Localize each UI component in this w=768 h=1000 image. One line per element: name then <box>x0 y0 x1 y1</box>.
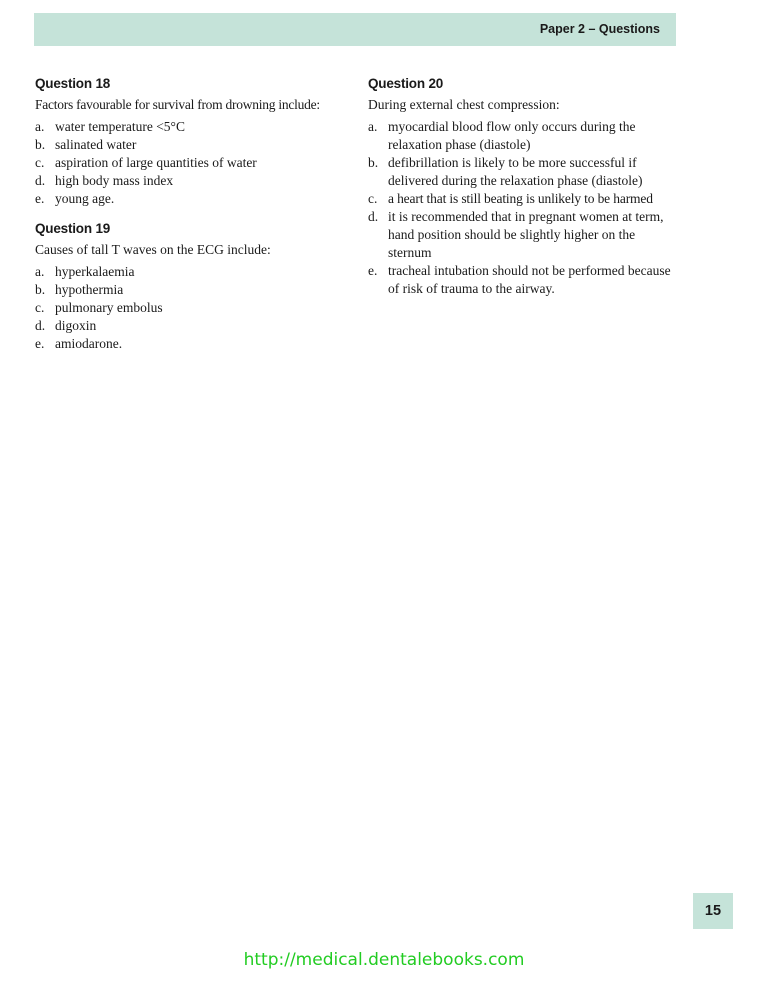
option-text: pulmonary embolus <box>55 300 163 315</box>
option-item <box>35 335 347 353</box>
option-letter: b. <box>35 137 46 152</box>
option-item <box>35 317 347 335</box>
option-letter: b. <box>35 282 46 297</box>
option-text: amiodarone. <box>55 336 123 351</box>
footer-url[interactable]: http://medical.dentalebooks.com <box>243 950 525 970</box>
option-item <box>368 262 680 298</box>
option-text: aspiration of large quantities of water <box>55 155 257 170</box>
option-text: hypothermia <box>55 282 124 297</box>
option-item <box>368 118 680 154</box>
left-column <box>35 76 347 366</box>
option-item <box>35 281 347 299</box>
option-letter: d. <box>35 318 46 333</box>
option-letter: a. <box>35 119 45 134</box>
option-item <box>35 154 347 172</box>
option-item <box>35 136 347 154</box>
option-item <box>35 118 347 136</box>
option-letter: e. <box>35 336 45 351</box>
option-letter: b. <box>368 155 379 170</box>
question-heading: Question 19 <box>35 221 111 236</box>
option-item <box>35 172 347 190</box>
option-letter: a. <box>35 264 45 279</box>
option-text: tracheal intubation should not be performed because of risk of trauma to the airway. <box>388 263 671 296</box>
option-text: defibrillation is likely to be more successful if delivered during the relaxation phase (diastole) <box>388 155 643 188</box>
question-18 <box>35 76 347 208</box>
option-letter: e. <box>368 263 378 278</box>
option-text: salinated water <box>55 137 137 152</box>
option-letter: c. <box>368 191 378 206</box>
option-letter: c. <box>35 155 45 170</box>
option-item <box>368 208 680 262</box>
running-header: Paper 2 – Questions <box>539 22 660 36</box>
question-heading: Question 18 <box>35 76 111 91</box>
option-text: digoxin <box>55 318 97 333</box>
right-column <box>368 76 680 311</box>
option-text: myocardial blood flow only occurs during the relaxation phase (diastole) <box>388 119 636 152</box>
option-item <box>35 190 347 208</box>
option-list <box>35 118 347 208</box>
option-text: young age. <box>55 191 115 206</box>
question-heading: Question 20 <box>368 76 444 91</box>
option-letter: e. <box>35 191 45 206</box>
option-item <box>35 263 347 281</box>
option-item <box>368 154 680 190</box>
option-list <box>35 263 347 353</box>
question-stem: Factors favourable for survival from drowning include: <box>35 97 320 112</box>
option-text: a heart that is still beating is unlikely to be harmed <box>388 191 653 206</box>
option-item <box>368 190 680 208</box>
page-number: 15 <box>693 893 733 929</box>
question-20 <box>368 76 680 298</box>
option-item <box>35 299 347 317</box>
option-letter: d. <box>35 173 46 188</box>
question-stem: Causes of tall T waves on the ECG include: <box>35 242 271 257</box>
option-text: it is recommended that in pregnant women at term, hand position should be slightly higher on the sternum <box>388 209 664 260</box>
option-list <box>368 118 680 298</box>
question-stem: During external chest compression: <box>368 97 560 112</box>
option-letter: c. <box>35 300 45 315</box>
header-band <box>34 13 676 46</box>
option-text: high body mass index <box>55 173 174 188</box>
option-letter: a. <box>368 119 378 134</box>
option-letter: d. <box>368 209 379 224</box>
question-19 <box>35 221 347 353</box>
option-text: hyperkalaemia <box>55 264 135 279</box>
option-text: water temperature <5°C <box>55 119 185 134</box>
